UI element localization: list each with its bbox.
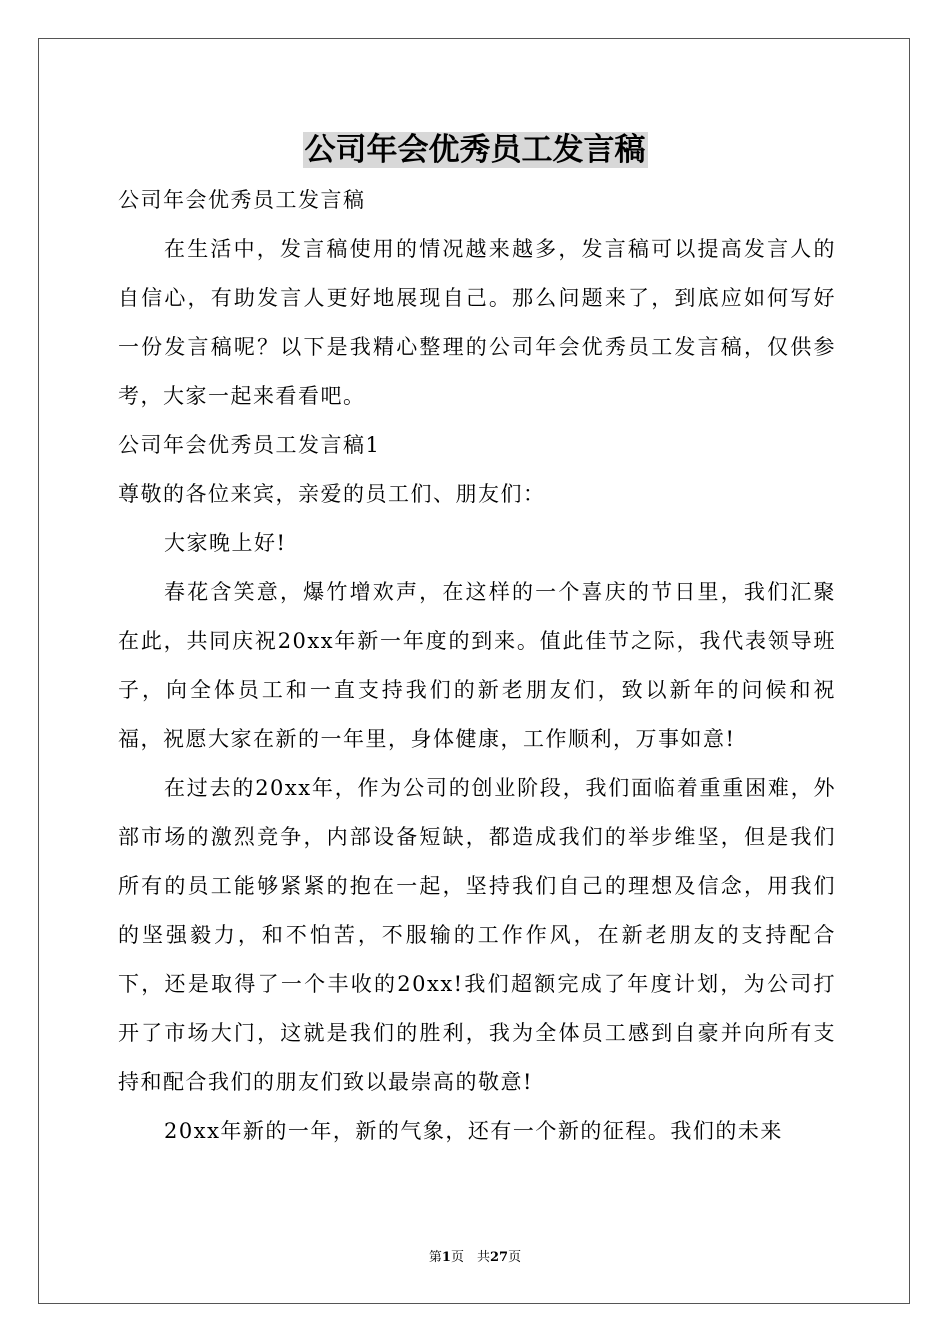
paragraph: 春花含笑意，爆竹增欢声，在这样的一个喜庆的节日里，我们汇聚在此，共同庆祝20xx年新一年度的到来。值此佳节之际，我代表领导班子，向全体员工和一直支持我们的新老朋友们，致以新年的问候和祝福，祝愿大家在新的一年里，身体健康，工作顺利，万事如意! bbox=[118, 580, 836, 751]
document-title-text: 公司年会优秀员工发言稿 bbox=[304, 132, 646, 168]
paragraph: 20xx年新的一年，新的气象，还有一个新的征程。我们的未来 bbox=[164, 1119, 783, 1143]
paragraph: 尊敬的各位来宾，亲爱的员工们、朋友们： bbox=[118, 482, 546, 506]
paragraph: 公司年会优秀员工发言稿1 bbox=[118, 433, 381, 457]
document-title bbox=[0, 126, 950, 174]
footer-current-page: 1 bbox=[441, 1250, 451, 1265]
footer-prefix: 第 bbox=[428, 1250, 442, 1265]
footer-suffix: 页 bbox=[508, 1250, 522, 1265]
paragraph: 在生活中，发言稿使用的情况越来越多，发言稿可以提高发言人的自信心，有助发言人更好地展现自己。那么问题来了，到底应如何写好一份发言稿呢？以下是我精心整理的公司年会优秀员工发言稿，仅供参考，大家一起来看看吧。 bbox=[118, 237, 836, 408]
paragraph: 公司年会优秀员工发言稿 bbox=[118, 188, 366, 212]
footer-total-pages: 27 bbox=[489, 1250, 509, 1265]
paragraph: 在过去的20xx年，作为公司的创业阶段，我们面临着重重困难，外部市场的激烈竞争，内部设备短缺，都造成我们的举步维坚，但是我们所有的员工能够紧紧的抱在一起，坚持我们自己的理想及信念，用我们的坚强毅力，和不怕苦，不服输的工作作风，在新老朋友的支持配合下，还是取得了一个丰收的20xx!我们超额完成了年度计划，为公司打开了市场大门，这就是我们的胜利，我为全体员工感到自豪并向所有支持和配合我们的朋友们致以最崇高的敬意! bbox=[118, 776, 836, 1094]
document-body bbox=[118, 176, 836, 1156]
paragraph: 大家晚上好! bbox=[164, 531, 287, 555]
page-footer bbox=[0, 1250, 950, 1266]
footer-middle: 页 共 bbox=[450, 1250, 490, 1265]
